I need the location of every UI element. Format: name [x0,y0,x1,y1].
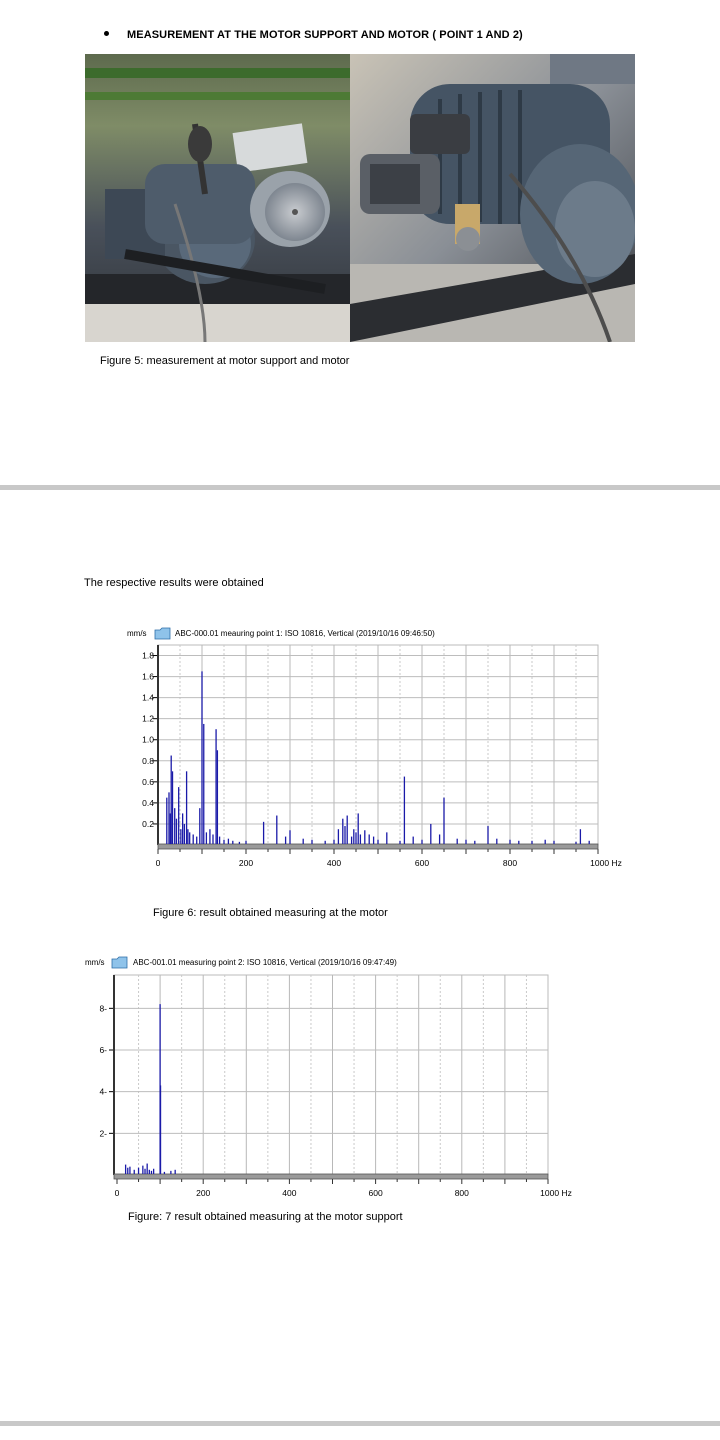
y-tick-label: 1.6 [142,671,154,682]
y-tick-label: 1.8 [142,650,154,661]
plot-area [114,975,548,1175]
x-tick-label: 1000 Hz [590,858,622,868]
folder-icon [112,957,127,968]
x-tick-label: 600 [368,1188,383,1198]
x-tick-label: 200 [238,858,254,868]
chart-2 [85,957,572,1198]
folder-icon [155,628,170,639]
intro-text: The respective results were obtained [84,577,264,589]
x-tick-label: 1000 Hz [540,1188,572,1198]
y-tick-label: 0.8 [142,755,154,766]
unit-label: mm/s [127,629,147,638]
chart-title: ABC-001.01 measuring point 2: ISO 10816, Vertical (2019/10/16 09:47:49) [133,958,397,967]
y-tick-label: 8- [99,1003,107,1014]
y-tick-label: 0.6 [142,776,154,787]
bullet-point [104,31,109,36]
x-tick-label: 800 [454,1188,469,1198]
x-tick-label: 400 [282,1188,297,1198]
page-separator-bottom [0,1421,720,1426]
y-tick-label: 2- [99,1128,107,1139]
motor-photo-left [85,54,350,342]
x-tick-label: 0 [114,1188,120,1198]
y-tick-label: 0.4 [142,797,154,808]
section-heading: MEASUREMENT AT THE MOTOR SUPPORT AND MOTOR ( POINT 1 AND 2) [127,29,523,41]
unit-label: mm/s [85,958,105,967]
y-tick-label: 1.4 [142,692,154,703]
figure-5-caption: Figure 5: measurement at motor support and motor [100,355,350,367]
y-tick-label: 1.2 [142,713,154,724]
x-tick-label: 0 [155,858,161,868]
y-tick-label: 0.2 [142,818,154,829]
figure-7-caption: Figure: 7 result obtained measuring at the motor support [128,1211,403,1223]
figure-6-caption: Figure 6: result obtained measuring at the motor [153,907,388,919]
page-separator [0,485,720,490]
y-tick-label: 4- [99,1086,107,1097]
chart-title: ABC-000.01 meauring point 1: ISO 10816, Vertical (2019/10/16 09:46:50) [175,629,435,638]
x-axis [158,844,598,849]
x-tick-label: 400 [326,858,342,868]
x-tick-label: 800 [502,858,518,868]
y-tick-label: 6- [99,1045,107,1055]
x-tick-label: 200 [196,1188,211,1198]
x-axis [114,1174,548,1179]
motor-photo-right [350,54,635,342]
y-tick-label: 1.0 [142,734,154,745]
x-tick-label: 600 [414,858,430,868]
chart-1 [127,628,622,868]
plot-area [158,645,598,845]
